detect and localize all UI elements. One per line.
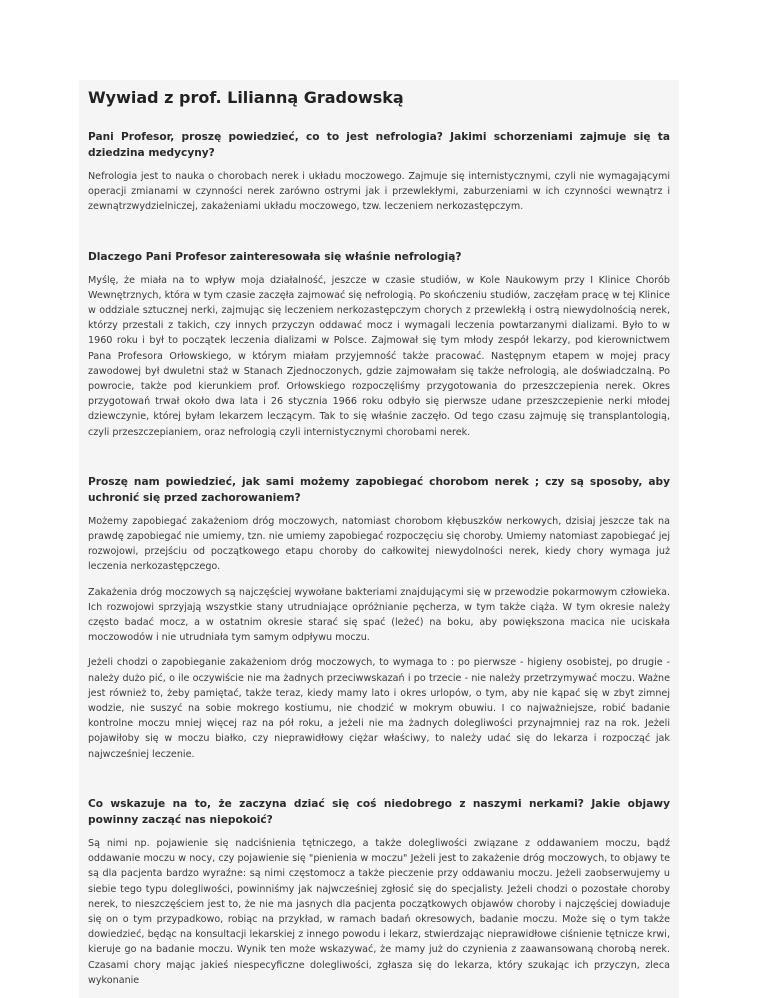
section-spacer (88, 450, 670, 474)
interview-section-1 (88, 129, 670, 215)
answer-3-paragraph-1: Możemy zapobiegać zakażeniom dróg moczowych, natomiast chorobom kłębuszków nerkowych, dzisiaj jeszcze tak na prawdę zapobiegać nie umiemy, tzn. nie umiemy zapobiegać rozpoczęciu się choroby. Umiemy natomiast zapobiegać jej rozwojowi, przejściu od początkowego etapu choroby do całkowitej niewydolności nerek, kiedy chory wymaga już leczenia nerkozastępczego. (88, 515, 670, 573)
page-title: Wywiad z prof. Lilianną Gradowską (88, 88, 404, 107)
question-3: Proszę nam powiedzieć, jak sami możemy zapobiegać chorobom nerek ; czy są sposoby, aby uchronić się przed zachorowaniem? (88, 475, 670, 504)
answer-3-paragraph-2: Zakażenia dróg moczowych są najczęściej wywołane bakteriami znajdującymi się w przewodzie pokarmowym człowieka. Ich rozwojowi sprzyjają wszystkie stany utrudniające opróżnianie pęcherza, w tym także ciąża. W tym okresie należy często badać mocz, a w ostatnim okresie starać się spać (leżeć) na boku, aby powiększona macica nie uciskała moczowodów i nie utrudniała tym samym odpływu moczu. (88, 586, 670, 644)
answer-4-paragraph-1: Są nimi np. pojawienie się nadciśnienia tętniczego, a także dolegliwości związane z oddawaniem moczu, bądź oddawanie moczu w nocy, czy pojawienie się "pienienia w moczu" Jeżeli jest to zakażenie dróg moczowych, to objawy te są dla pacjenta bardzo wyraźne: są nimi częstomocz a także pieczenie przy oddawaniu moczu. Jeżeli zaobserwujemy u siebie tego typu dolegliwości, powinniśmy jak najwcześniej zgłosić się do specjalisty. Jeżeli chodzi o pozostałe choroby nerek, to nieszczęściem jest to, że nie ma jasnych dla pacjenta początkowych objawów choroby i najczęściej dowiaduje się on o tym przypadkowo, robiąc na przykład, w ramach badań okresowych, badanie moczu. Może się o tym także dowiedzieć, będąc na konsultacji lekarskiej z innego powodu i lekarz, stwierdzając nieprawidłowe ciśnienie tętnicze krwi, kieruje go na badanie moczu. Wynik ten może wskazywać, że mamy już do czynienia z zaawansowaną chorobą nerek. Czasami chory mając jakieś niespecyficzne dolegliwości, zgłasza się do lekarza, który szukając ich przyczyn, zleca wykonanie (88, 837, 670, 986)
answer-1-paragraph-1: Nefrologia jest to nauka o chorobach nerek i układu moczowego. Zajmuje się internistycznymi, czyli nie wymagającymi operacji zmianami w czynności nerek zarówno ostrymi jak i przewlekłymi, zaburzeniami w ich czynności wewnątrz i zewnątrzwydzielniczej, zakażeniami układu moczowego, tzw. leczeniem nerkozastępczym. (88, 171, 670, 213)
interview-section-3 (88, 474, 670, 762)
question-1: Pani Profesor, proszę powiedzieć, co to jest nefrologia? Jakimi schorzeniami zajmuje się ta dziedzina medycyny? (88, 131, 670, 159)
section-spacer (88, 225, 670, 249)
question-2: Dlaczego Pani Profesor zainteresowała się właśnie nefrologią? (88, 250, 462, 263)
document-page (79, 80, 679, 998)
answer-3-paragraph-3: Jeżeli chodzi o zapobieganie zakażeniom dróg moczowych, to wymaga to : po pierwsze - higieny osobistej, po drugie - należy dużo pić, o ile oczywiście nie ma żadnych przeciwwskazań i po trzecie - nie należy przetrzymywać moczu. Ważne jest również to, żeby pamiętać, także teraz, kiedy mamy lato i okres urlopów, o tym, aby nie kąpać się w zbyt zimnej wodzie, nie suszyć na sobie mokrego kostiumu, nie chodzić w mokrym obuwiu. I co najważniejsze, robić badanie kontrolne moczu mniej więcej raz na pół roku, a jeżeli nie ma żadnych dolegliwości przynajmniej raz na rok. Jeżeli pojawiłoby się w moczu białko, czy nieprawidłowy ciężar właściwy, to należy udać się do lekarza i rozpocząć jak najwcześniej leczenie. (88, 657, 670, 760)
answer-2-paragraph-1: Myślę, że miała na to wpływ moja działalność, jeszcze w czasie studiów, w Kole Naukowym przy I Klinice Chorób Wewnętrznych, która w tym czasie zaczęła zajmować się nefrologią. Po skończeniu studiów, zaczęłam pracę w tej Klinice w oddziale sztucznej nerki, zajmując się leczeniem nerkozastępczym chorych z przewlekłą i ostrą niewydolnością nerek, którzy przestali z takich, czy innych przyczyn oddawać mocz i wymagali leczenia powtarzanymi dializami. Było to w 1960 roku i był to początek leczenia dializami w Polsce. Zajmował się tym młody zespół lekarzy, pod kierownictwem Pana Profesora Orłowskiego, w którym miałam przyjemność także pracować. Następnym etapem w mojej pracy zawodowej był dwuletni staż w Stanach Zjednoczonych, gdzie zajmowałam się także nefrologią, ale doświadczalną. Po powrocie, także pod kierunkiem prof. Orłowskiego rozpoczęliśmy przygotowania do przeszczepienia nerek. Okres przygotowań trwał około dwa lata i 26 stycznia 1966 roku odbyło się pierwsze udane przeszczepienie nerki młodej dziewczynie, której byłam lekarzem leczącym. Tak to się właśnie zaczęło. Od tego czasu zajmuję się transplantologią, czyli przeszczepianiem, oraz nefrologią czyli internistycznymi chorobami nerek. (88, 274, 670, 438)
interview-section-2 (88, 249, 670, 440)
interview-section-4 (88, 796, 670, 988)
question-4: Co wskazuje na to, że zaczyna dziać się coś niedobrego z naszymi nerkami? Jakie objawy powinny zacząć nas niepokoić? (88, 797, 670, 826)
section-spacer (88, 772, 670, 796)
